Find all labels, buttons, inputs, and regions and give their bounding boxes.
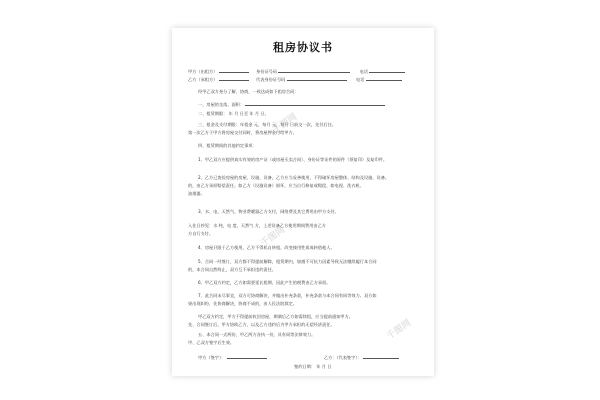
intro-text: 经甲乙双方充分了解、协商，一致达成如下租房合同： bbox=[198, 89, 299, 94]
item-5: 5、合同一经签订，双方都不得提前解除，租赁期内，如遇不可抗力因素导致无法继续履行本合同 bbox=[198, 259, 377, 264]
party-b-id-label: 代表身份证号码 bbox=[256, 77, 286, 82]
party-a-blank bbox=[219, 68, 249, 73]
item-4: 4、房屋只限于乙方使用，乙方不得私自转租，改变使用性质或转借他人。 bbox=[198, 245, 335, 250]
item-1: 1、甲乙双方应提供真实有效的房产证（或房屋买卖合同）、身份证等证件的原件（须复印）及复印件。 bbox=[198, 157, 388, 162]
party-a-phone-blank bbox=[369, 68, 405, 73]
watermark: 千图网 bbox=[385, 318, 414, 342]
item-9: 五、本合同一式两份，甲乙两方各执一份，具有同等法律效力。 bbox=[198, 332, 316, 337]
item-3c: 方自行支付。 bbox=[188, 231, 214, 236]
sign-b-label: 乙方：（代表签字）： bbox=[323, 355, 362, 360]
item-3b: 入住日抄见：水 吨，电 度，天然气 方，上述设备乙方使用期间费用由乙方 bbox=[188, 223, 326, 228]
signature-row bbox=[198, 354, 420, 360]
document-title: 租房协议书 bbox=[273, 41, 333, 54]
party-a-phone-label: 电话 bbox=[359, 69, 369, 74]
party-b-blank bbox=[219, 76, 249, 81]
party-b-phone-label: 电话 bbox=[356, 77, 365, 82]
party-a-id-blank bbox=[278, 68, 350, 73]
agreement-page bbox=[172, 28, 434, 376]
item-8b: 先、合同签订后，甲方协助乙方，以及乙方违约后为甲方承担的无偿经济责任。 bbox=[188, 322, 335, 327]
party-b-phone-blank bbox=[366, 76, 402, 81]
party-b-id-blank bbox=[287, 76, 347, 81]
sign-date: 签约日期： 年 月 日 bbox=[294, 364, 332, 369]
watermark: 千图网 bbox=[271, 112, 300, 136]
item-3: 3、水、电、天然气、物业费暖器乙方支付，网络费及其它费用由甲方支付。 bbox=[198, 209, 339, 214]
sign-a-label: 甲方（签字）： bbox=[198, 355, 226, 360]
party-b-label: 乙方（承租方） bbox=[188, 77, 218, 82]
item-2b: 的，由乙方承担赔偿责任。如乙方（设施设备）损坏，应当自行修复或赔偿，如电视、洗衣机、 bbox=[188, 183, 364, 188]
clause-3b: 第一次乙方于甲方将房屋交付同时，将房屋押金付给甲方。 bbox=[188, 130, 297, 135]
party-a-label: 甲方（出租方） bbox=[188, 69, 218, 74]
sign-a-blank bbox=[227, 354, 267, 359]
item-8: 甲乙双方约定，甲方不得提前收回房屋，期满后乙方如需续租，应当提前通知甲方。 bbox=[198, 314, 353, 319]
item-7: 7、此合同未尽事宜，双方可协商解决，并做出补充条款，补充条款与本合同有同等效力。双方如 bbox=[198, 293, 377, 298]
clause-1-blank bbox=[245, 101, 385, 106]
party-a-row bbox=[188, 68, 420, 74]
party-b-row bbox=[188, 76, 420, 82]
clause-1: 一、房屋的坐落、面积： bbox=[198, 102, 245, 107]
clause-3: 三、租金及支付期限：年租金 元，每月 元，每月 日前交一次，先付后住。 bbox=[198, 122, 336, 127]
item-9b: 甲、乙双方签字后生效。 bbox=[188, 340, 235, 345]
item-7b: 果出现纠纷，先协商解决，协商不成的，由人民法院裁定。 bbox=[188, 301, 297, 306]
item-2c: 油烟器。 bbox=[188, 191, 205, 196]
item-6: 6、甲乙双方约定，乙方如需要延长租期，因此产生的税费由乙方承担。 bbox=[198, 280, 331, 285]
clause-1-row bbox=[198, 101, 420, 107]
sign-b-blank bbox=[363, 354, 399, 359]
clause-2: 二、租赁期限： 年 月 日至 年 月 日。 bbox=[198, 111, 269, 116]
item-5b: 的，本合同自然终止，双方互不承担违约责任。 bbox=[188, 267, 276, 272]
watermark: 千图网 bbox=[259, 225, 288, 249]
clause-4: 四、租赁期间的其他约定事项： bbox=[198, 143, 257, 148]
item-2: 2、乙方已查验房屋的房屋、设施、设备，乙方应当妥善使用，不得破坏房屋整体、结构及设施、设备。 bbox=[198, 175, 390, 180]
party-a-id-label: 身份证号码 bbox=[256, 69, 277, 74]
